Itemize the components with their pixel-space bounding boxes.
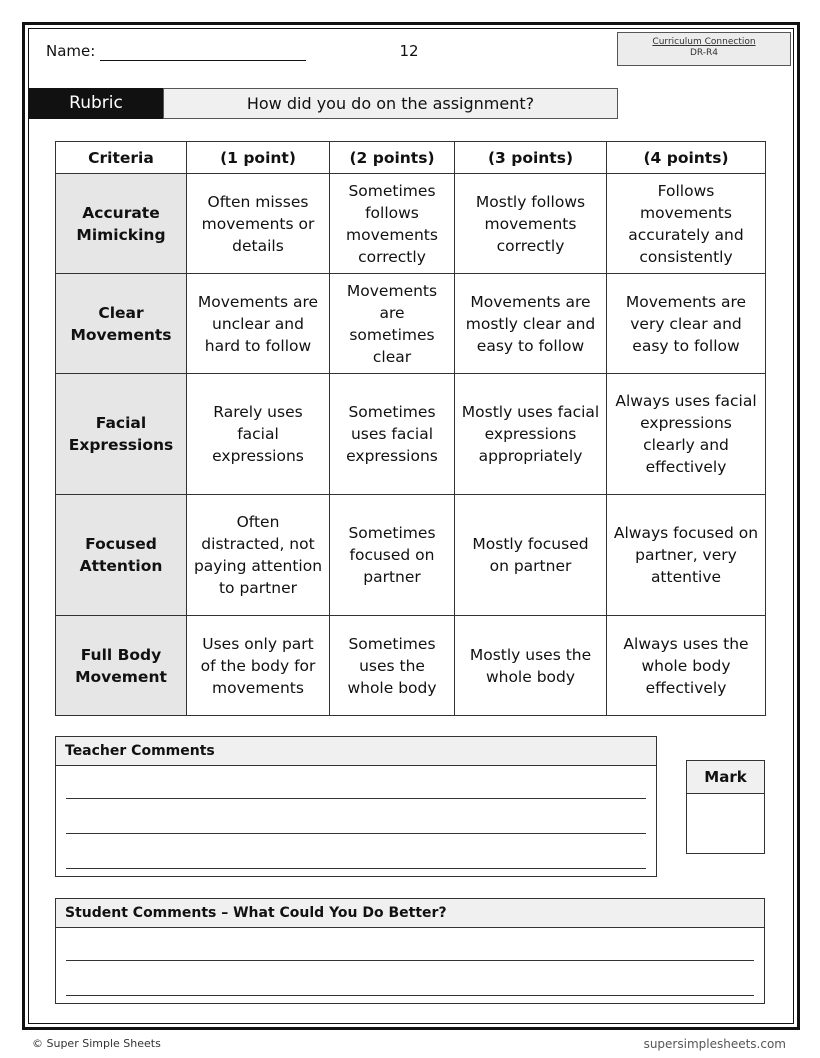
rubric-cell: Sometimes uses facial expressions	[330, 374, 455, 495]
table-row	[56, 495, 766, 616]
name-field[interactable]	[100, 60, 306, 61]
table-row	[56, 174, 766, 274]
student-comment-line[interactable]	[66, 995, 754, 996]
rubric-cell: Rarely uses facial expressions	[187, 374, 330, 495]
curriculum-code: DR-R4	[689, 48, 719, 58]
column-header-2-points: (2 points)	[330, 142, 455, 174]
rubric-cell: Movements are very clear and easy to follow	[607, 274, 766, 374]
name-label: Name:	[46, 42, 96, 60]
student-comment-line[interactable]	[66, 960, 754, 961]
rubric-cell: Mostly focused on partner	[455, 495, 607, 616]
rubric-cell: Mostly follows movements correctly	[455, 174, 607, 274]
table-row	[56, 274, 766, 374]
mark-field[interactable]	[687, 794, 764, 854]
rubric-tab: Rubric	[29, 88, 163, 119]
rubric-cell: Often misses movements or details	[187, 174, 330, 274]
rubric-cell: Follows movements accurately and consistently	[607, 174, 766, 274]
rubric-cell: Sometimes follows movements correctly	[330, 174, 455, 274]
rubric-cell: Uses only part of the body for movements	[187, 616, 330, 716]
student-comments-box	[55, 898, 765, 1004]
table-row	[56, 374, 766, 495]
table-row	[56, 616, 766, 716]
teacher-comments-box	[55, 736, 657, 877]
footer-copyright: © Super Simple Sheets	[32, 1037, 161, 1050]
mark-title: Mark	[687, 761, 764, 794]
mark-box	[686, 760, 765, 854]
rubric-table	[55, 141, 766, 716]
rubric-cell: Mostly uses the whole body	[455, 616, 607, 716]
criterion-clear-movements: Clear Movements	[56, 274, 187, 374]
rubric-cell: Mostly uses facial expressions appropriately	[455, 374, 607, 495]
column-header-criteria: Criteria	[56, 142, 187, 174]
rubric-cell: Movements are mostly clear and easy to follow	[455, 274, 607, 374]
rubric-header-row	[56, 142, 766, 174]
rubric-cell: Always uses the whole body effectively	[607, 616, 766, 716]
teacher-comment-line[interactable]	[66, 868, 646, 869]
rubric-cell: Sometimes focused on partner	[330, 495, 455, 616]
page-number: 12	[399, 42, 419, 60]
rubric-cell: Always uses facial expressions clearly and effectively	[607, 374, 766, 495]
footer-website: supersimplesheets.com	[643, 1037, 786, 1051]
criterion-full-body-movement: Full Body Movement	[56, 616, 187, 716]
rubric-cell: Often distracted, not paying attention to partner	[187, 495, 330, 616]
teacher-comment-line[interactable]	[66, 833, 646, 834]
column-header-1-point: (1 point)	[187, 142, 330, 174]
criterion-facial-expressions: Facial Expressions	[56, 374, 187, 495]
column-header-3-points: (3 points)	[455, 142, 607, 174]
curriculum-connection-box	[617, 32, 791, 66]
teacher-comments-title: Teacher Comments	[56, 737, 656, 766]
rubric-cell: Movements are unclear and hard to follow	[187, 274, 330, 374]
curriculum-title: Curriculum Connection	[652, 37, 756, 47]
criterion-accurate-mimicking: Accurate Mimicking	[56, 174, 187, 274]
teacher-comment-line[interactable]	[66, 798, 646, 799]
rubric-question: How did you do on the assignment?	[163, 88, 618, 119]
rubric-cell: Always focused on partner, very attentive	[607, 495, 766, 616]
student-comments-title: Student Comments – What Could You Do Better?	[56, 899, 764, 928]
rubric-cell: Movements are sometimes clear	[330, 274, 455, 374]
rubric-cell: Sometimes uses the whole body	[330, 616, 455, 716]
criterion-focused-attention: Focused Attention	[56, 495, 187, 616]
column-header-4-points: (4 points)	[607, 142, 766, 174]
